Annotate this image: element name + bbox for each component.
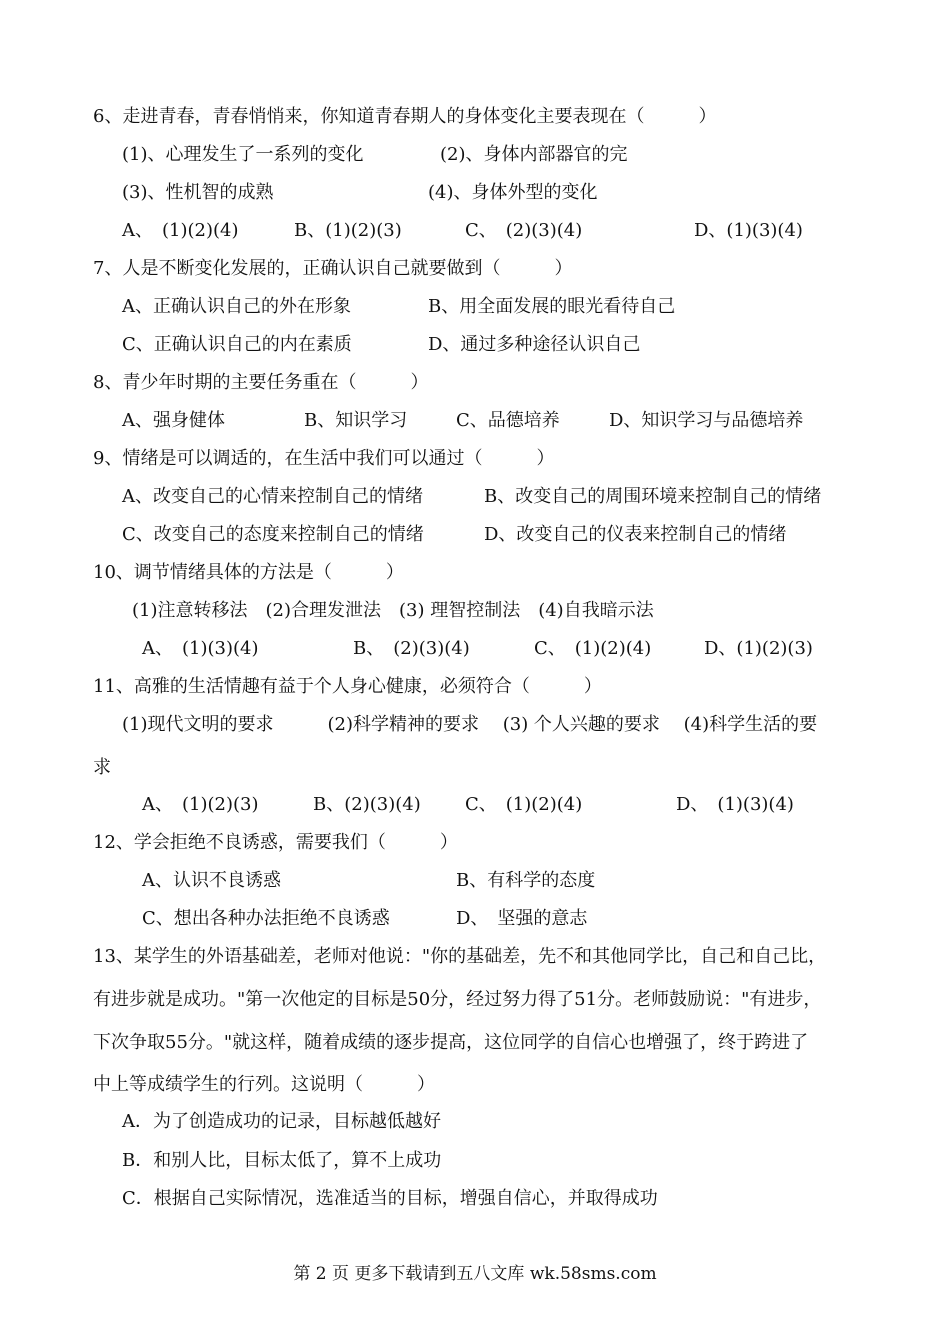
q7-option-b: B、用全面发展的眼光看待自己 — [428, 296, 676, 317]
q11-option-a: A、 (1)(2)(3) — [142, 794, 259, 815]
question-6-stem: 6、走进青春，青春悄悄来，你知道青春期人的身体变化主要表现在（ ） — [93, 106, 717, 127]
question-13-stem-line-2: 有进步就是成功。"第一次他定的目标是50分，经过努力得了51分。老师鼓励说："有进步， — [93, 989, 822, 1010]
q11-option-b: B、(2)(3)(4) — [313, 794, 421, 815]
q11-option-d: D、 (1)(3)(4) — [676, 794, 794, 815]
q10-option-b: B、 (2)(3)(4) — [353, 638, 470, 659]
q11-option-c: C、 (1)(2)(4) — [465, 794, 583, 815]
q7-option-d: D、通过多种途径认识自己 — [428, 334, 641, 355]
question-7-stem: 7、人是不断变化发展的，正确认识自己就要做到（ ） — [93, 258, 573, 279]
q9-option-d: D、改变自己的仪表来控制自己的情绪 — [484, 524, 787, 545]
q8-option-b: B、知识学习 — [304, 410, 408, 431]
q12-option-c: C、想出各种办法拒绝不良诱惑 — [142, 908, 390, 929]
q13-option-c: C．根据自己实际情况，选准适当的目标，增强自信心，并取得成功 — [122, 1188, 658, 1209]
q10-option-c: C、 (1)(2)(4) — [534, 638, 652, 659]
question-13-stem-line-4: 中上等成绩学生的行列。这说明（ ） — [93, 1074, 435, 1095]
question-9-stem: 9、情绪是可以调适的，在生活中我们可以通过（ ） — [93, 448, 555, 469]
q13-option-b: B．和别人比，目标太低了，算不上成功 — [122, 1150, 442, 1171]
question-13-stem-line-1: 13、某学生的外语基础差，老师对他说："你的基础差，先不和其他同学比，自己和自己比， — [93, 946, 827, 967]
q13-option-a: A．为了创造成功的记录，目标越低越好 — [122, 1111, 441, 1132]
q9-option-b: B、改变自己的周围环境来控制自己的情绪 — [484, 486, 822, 507]
q8-option-a: A、强身健体 — [122, 410, 225, 431]
question-11-stem: 11、高雅的生活情趣有益于个人身心健康，必须符合（ ） — [93, 676, 602, 697]
q10-items: (1)注意转移法 (2)合理发泄法 (3) 理智控制法 (4)自我暗示法 — [132, 600, 654, 621]
question-13-stem-line-3: 下次争取55分。"就这样，随着成绩的逐步提高，这位同学的自信心也增强了，终于跨进了 — [93, 1032, 809, 1053]
q11-items: (1)现代文明的要求 (2)科学精神的要求 (3) 个人兴趣的要求 (4)科学生活的要 — [122, 714, 818, 735]
q9-option-a: A、改变自己的心情来控制自己的情绪 — [122, 486, 423, 507]
question-10-stem: 10、调节情绪具体的方法是（ ） — [93, 562, 404, 583]
q12-option-a: A、认识不良诱惑 — [142, 870, 281, 891]
q12-option-b: B、有科学的态度 — [456, 870, 596, 891]
q6-item-2: (2)、身体内部器官的完 — [440, 144, 628, 165]
q6-option-c: C、 (2)(3)(4) — [465, 220, 583, 241]
question-12-stem: 12、学会拒绝不良诱惑，需要我们（ ） — [93, 832, 458, 853]
q10-option-a: A、 (1)(3)(4) — [142, 638, 259, 659]
q8-option-d: D、知识学习与品德培养 — [609, 410, 804, 431]
q6-option-b: B、(1)(2)(3) — [294, 220, 402, 241]
q9-option-c: C、改变自己的态度来控制自己的情绪 — [122, 524, 424, 545]
q7-option-a: A、正确认识自己的外在形象 — [122, 296, 351, 317]
q6-item-4: (4)、身体外型的变化 — [428, 182, 598, 203]
q7-option-c: C、正确认识自己的内在素质 — [122, 334, 352, 355]
q12-option-d: D、 坚强的意志 — [456, 908, 588, 929]
q6-option-a: A、 (1)(2)(4) — [122, 220, 239, 241]
q11-items-wrap: 求 — [93, 757, 111, 778]
page-footer: 第 2 页 更多下载请到五八文库 wk.58sms.com — [293, 1264, 657, 1284]
q6-option-d: D、(1)(3)(4) — [694, 220, 803, 241]
q6-item-1: (1)、心理发生了一系列的变化 — [122, 144, 364, 165]
q8-option-c: C、品德培养 — [456, 410, 560, 431]
question-8-stem: 8、青少年时期的主要任务重在（ ） — [93, 372, 429, 393]
q6-item-3: (3)、性机智的成熟 — [122, 182, 274, 203]
q10-option-d: D、(1)(2)(3) — [704, 638, 813, 659]
